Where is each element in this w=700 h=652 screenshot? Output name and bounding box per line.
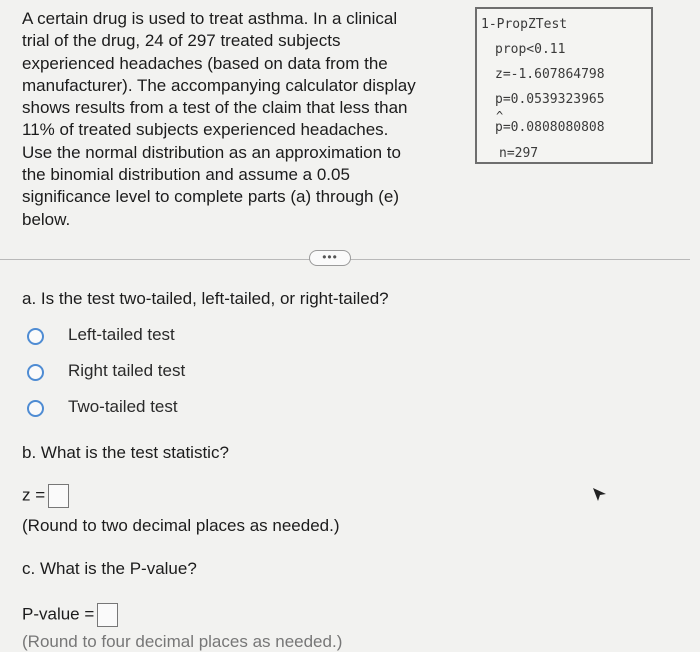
phat-value: =0.0808080808 xyxy=(502,120,605,135)
calc-n: n=297 xyxy=(499,146,539,161)
calc-z: z=-1.607864798 xyxy=(495,67,605,82)
part-a-question: a. Is the test two-tailed, left-tailed, or right-tailed? xyxy=(22,289,389,308)
part-c-question: c. What is the P-value? xyxy=(22,559,197,578)
problem-line: manufacturer). The accompanying calculator display xyxy=(22,75,416,95)
problem-statement xyxy=(22,8,452,231)
radio-button[interactable] xyxy=(27,328,44,345)
problem-line: the binomial distribution and assume a 0.05 xyxy=(22,165,350,185)
calculator-display xyxy=(475,7,653,164)
problem-line: significance level to complete parts (a) through (e) xyxy=(22,187,400,207)
problem-line: experienced headaches (based on data from the xyxy=(22,53,388,73)
rounding-note-partial: (Round to four decimal places as needed.) xyxy=(22,632,343,651)
z-answer-row xyxy=(22,484,69,508)
expand-more-button[interactable]: ••• xyxy=(309,250,351,266)
option-label: Two-tailed test xyxy=(68,397,178,416)
p-value-label: P-value = xyxy=(22,604,95,624)
p-value-answer-input[interactable] xyxy=(97,603,118,627)
radio-button[interactable] xyxy=(27,364,44,381)
problem-line: 11% of treated subjects experienced headaches. xyxy=(22,120,389,140)
calc-prop: prop<0.11 xyxy=(495,42,566,57)
radio-button[interactable] xyxy=(27,400,44,417)
part-b-question: b. What is the test statistic? xyxy=(22,443,229,462)
calc-title: 1-PropZTest xyxy=(481,17,568,32)
rounding-note: (Round to two decimal places as needed.) xyxy=(22,516,340,535)
problem-line: Use the normal distribution as an approximation to xyxy=(22,142,401,162)
phat-symbol: ^ p xyxy=(495,120,503,135)
problem-line: shows results from a test of the claim that less than xyxy=(22,98,408,118)
problem-line: trial of the drug, 24 of 297 treated subjects xyxy=(22,31,341,51)
calc-p: p=0.0539323965 xyxy=(495,92,605,107)
z-label: z = xyxy=(22,485,46,505)
problem-line: A certain drug is used to treat asthma. In a clinical xyxy=(22,9,398,28)
option-label: Left-tailed test xyxy=(68,325,175,344)
problem-line: below. xyxy=(22,209,71,229)
p-value-answer-row xyxy=(22,603,118,627)
calc-phat xyxy=(495,120,605,135)
mouse-cursor-icon xyxy=(592,486,608,502)
z-answer-input[interactable] xyxy=(48,484,69,508)
option-label: Right tailed test xyxy=(68,361,186,380)
